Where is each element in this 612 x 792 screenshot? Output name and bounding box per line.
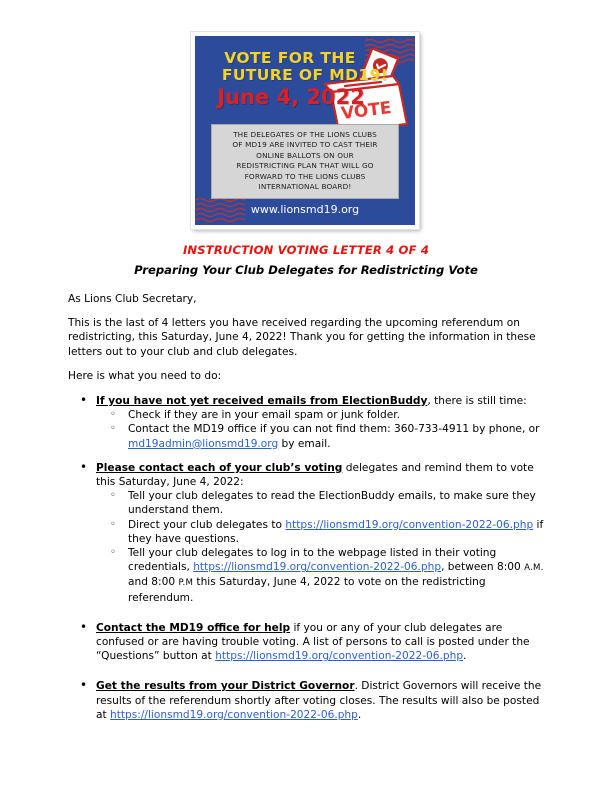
instruction-subitem	[96, 546, 546, 605]
document-body	[68, 292, 546, 732]
salutation: As Lions Club Secretary,	[68, 293, 197, 305]
text-run: .	[357, 708, 362, 721]
text-run: .	[463, 650, 467, 663]
vote-banner-image	[191, 32, 419, 229]
instruction-item-body: . District Governors will receive the results of the referendum shortly after voting closes. The results will also be posted at	[96, 680, 542, 721]
text-run: Check if they are in your email spam or junk folder.	[128, 409, 400, 422]
banner-box-line: OF MD19 ARE INVITED TO CAST THEIR	[232, 140, 378, 150]
banner-box-line: ONLINE BALLOTS ON OUR	[256, 150, 354, 160]
instruction-item-lead: If you have not yet received emails from ElectionBuddy	[96, 395, 428, 408]
instruction-sublist	[96, 408, 546, 451]
instruction-item	[68, 679, 546, 722]
instruction-item-lead: Get the results from your District Governor	[96, 680, 355, 693]
banner-date: June 4, 2022	[217, 85, 365, 109]
instruction-item-text	[96, 394, 546, 408]
external-link[interactable]: md19admin@lionsmd19.org	[128, 437, 279, 450]
instruction-list	[68, 394, 546, 722]
instruction-item-body: if you or any of your club delegates are confused or are having trouble voting. A list of persons to call is posted under the “Questions” button at	[96, 621, 530, 663]
instruction-subitem	[96, 489, 546, 517]
document-heading-primary: INSTRUCTION VOTING LETTER 4 OF 4	[182, 243, 430, 257]
banner-canvas	[195, 36, 415, 225]
instruction-item-body: , there is still time:	[427, 395, 527, 408]
external-link[interactable]: https://lionsmd19.org/convention-2022-06.php	[193, 561, 442, 574]
text-run: Tell your club delegates to log in to the webpage listed in their voting credentials,	[128, 547, 497, 574]
lead-in-paragraph: Here is what you need to do:	[68, 369, 222, 382]
banner-title-line1: VOTE FOR THE	[224, 49, 356, 67]
external-link[interactable]: https://lionsmd19.org/convention-2022-06.php	[215, 650, 464, 663]
text-run: and 8:00	[128, 576, 179, 589]
instruction-item-lead: Please contact each of your club’s voting	[96, 461, 343, 474]
instruction-item	[68, 394, 546, 451]
instruction-item-text	[96, 679, 546, 722]
text-run: by email.	[278, 437, 331, 450]
banner-box-line: FORWARD TO THE LIONS CLUBS	[244, 171, 366, 181]
banner-box-line: INTERNATIONAL BOARD!	[258, 182, 352, 192]
time-meridiem: P.M	[178, 578, 194, 589]
banner-title-line2: FUTURE OF MD19!	[221, 65, 389, 84]
external-link[interactable]: https://lionsmd19.org/convention-2022-06.php	[110, 708, 358, 721]
time-meridiem: A.M.	[524, 563, 544, 574]
instruction-subitem	[96, 408, 546, 422]
instruction-subitem	[96, 422, 546, 450]
instruction-item-lead: Contact the MD19 office for help	[96, 621, 291, 634]
instruction-sublist	[96, 489, 546, 605]
instruction-subitem	[96, 518, 546, 546]
text-run: if they have questions.	[128, 518, 544, 545]
instruction-item-body: delegates and remind them to vote this Saturday, June 4, 2022:	[96, 461, 534, 489]
banner-title	[195, 50, 415, 83]
banner-website-url: www.lionsmd19.org	[250, 203, 360, 216]
external-link[interactable]: https://lionsmd19.org/convention-2022-06.php	[285, 518, 534, 531]
document-heading-secondary: Preparing Your Club Delegates for Redistricting Vote	[134, 263, 478, 277]
instruction-item	[68, 461, 546, 605]
text-run: , between 8:00	[441, 561, 525, 574]
text-run: this Saturday, June 4, 2022 to vote on the redistricting referendum.	[128, 576, 486, 604]
instruction-item	[68, 621, 546, 664]
text-run: Direct your club delegates to	[128, 518, 286, 531]
ballot-vote-text: VOTE	[340, 98, 393, 125]
banner-box-line: THE DELEGATES OF THE LIONS CLUBS	[233, 130, 377, 139]
instruction-item-text	[96, 621, 546, 664]
banner-box-line: REDISTRICTING PLAN THAT WILL GO	[236, 161, 374, 171]
text-run: Contact the MD19 office if you can not find them: 360-733-4911 by phone, or	[128, 423, 540, 436]
text-run: Tell your club delegates to read the ElectionBuddy emails, to make sure they understand them.	[128, 490, 536, 517]
instruction-item-text	[96, 461, 546, 489]
banner-message-box	[211, 124, 399, 199]
intro-paragraph: This is the last of 4 letters you have received regarding the upcoming referendum on redistricting, this Saturday, June 4, 2022! Thank you for getting the information in these letters out to your club and club delegates.	[68, 317, 536, 358]
